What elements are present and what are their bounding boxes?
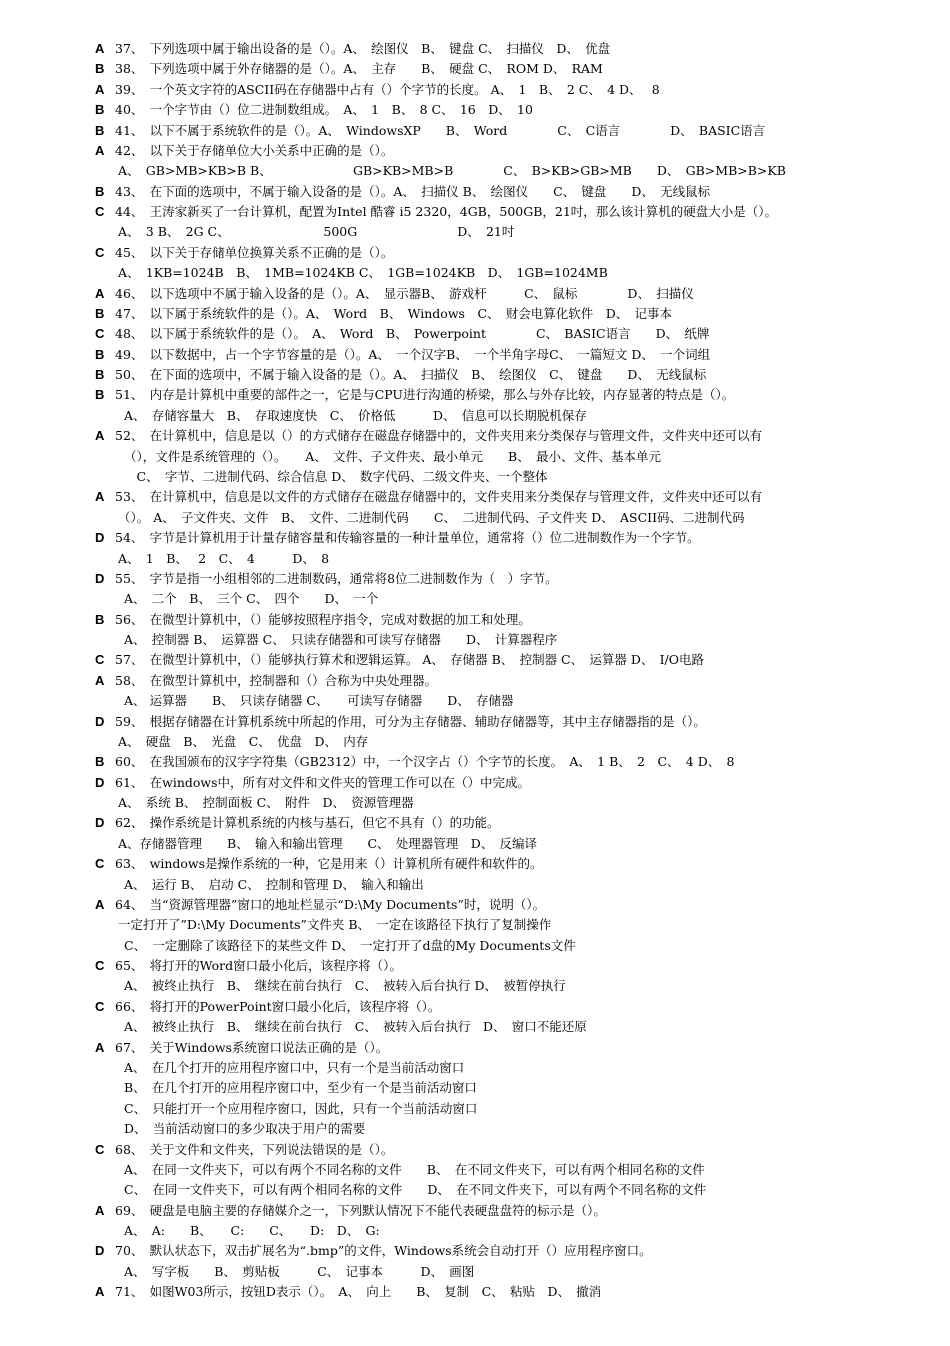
question-text: A、 系统 B、 控制面板 C、 附件 D、 资源管理器 — [118, 795, 414, 811]
question-text: A、 被终止执行 B、 继续在前台执行 C、 被转入后台执行 D、 被暂停执行 — [124, 978, 566, 994]
question-text: A、 运行 B、 启动 C、 控制和管理 D、 输入和输出 — [124, 876, 424, 892]
question-text: A、 1KB=1024B B、 1MB=1024KB C、 1GB=1024KB D、 1GB=1024MB — [118, 265, 608, 281]
question-continuation-line — [118, 794, 940, 812]
question-text: 38、 下列选项中属于外存储器的是（）。A、 主存 B、 硬盘 C、 ROM D、 RAM — [115, 61, 603, 77]
answer-letter: C — [95, 204, 105, 220]
question-text: 43、 在下面的选项中，不属于输入设备的是（）。A、 扫描仪 B、 绘图仪 C、 键盘 D、 无线鼠标 — [115, 183, 711, 199]
answer-letter: A — [95, 285, 105, 301]
question-text: A、 写字板 B、 剪贴板 C、 记事本 D、 画图 — [124, 1263, 475, 1279]
answer-letter: C — [95, 998, 105, 1014]
answer-letter: A — [95, 142, 105, 158]
question-text: 42、 以下关于存储单位大小关系中正确的是（）。 — [115, 142, 394, 158]
question-line — [95, 203, 940, 221]
answer-letter: B — [95, 305, 105, 321]
question-text: A、 硬盘 B、 光盘 C、 优盘 D、 内存 — [118, 733, 369, 749]
question-text: 53、 在计算机中，信息是以文件的方式储存在磁盘存储器中的，文件夹用来分类保存与管理文件，文件夹中还可以有 — [115, 489, 763, 505]
answer-letter: D — [95, 530, 105, 546]
question-line — [95, 651, 940, 669]
question-continuation-line — [124, 1161, 940, 1179]
question-line — [95, 101, 940, 119]
answer-letter: A — [95, 81, 105, 97]
question-text: 50、 在下面的选项中，不属于输入设备的是（）。A、 扫描仪 B、 绘图仪 C、 键盘 D、 无线鼠标 — [115, 367, 707, 383]
question-text: D、 当前活动窗口的多少取决于用户的需要 — [124, 1121, 366, 1137]
answer-letter: C — [95, 1141, 105, 1157]
question-text: 70、 默认状态下，双击扩展名为“.bmp”的文件，Windows系统会自动打开（）应用程序窗口。 — [115, 1243, 652, 1259]
question-line — [95, 713, 940, 731]
question-line — [95, 1039, 940, 1057]
question-text: 69、 硬盘是电脑主要的存储媒介之一，下列默认情况下不能代表硬盘盘符的标示是（）。 — [115, 1202, 606, 1218]
question-text: 44、 王涛家新买了一台计算机，配置为Intel 酷睿 i5 2320，4GB，500GB，21吋，那么该计算机的硬盘大小是（）。 — [115, 204, 778, 220]
answer-letter: D — [95, 1243, 105, 1259]
answer-letter: A — [95, 672, 105, 688]
question-text: 57、 在微型计算机中，（）能够执行算术和逻辑运算。 A、 存储器 B、 控制器 C、 运算器 D、 I/O电路 — [115, 652, 704, 668]
question-text: A、 运算器 B、 只读存储器 C、 可读写存储器 D、 存储器 — [124, 693, 514, 709]
question-text: 65、 将打开的Word窗口最小化后，该程序将（）。 — [115, 958, 402, 974]
answer-letter: A — [95, 896, 105, 912]
question-continuation-line — [118, 733, 940, 751]
question-continuation-line — [124, 692, 940, 710]
question-line — [95, 896, 940, 914]
question-text: C、 字节、二进制代码、综合信息 D、 数字代码、二级文件夹、一个整体 — [124, 468, 548, 484]
question-line — [95, 305, 940, 323]
question-text: A、存储器管理 B、 输入和输出管理 C、 处理器管理 D、 反编译 — [118, 835, 538, 851]
question-text: B、 在几个打开的应用程序窗口中，至少有一个是当前活动窗口 — [124, 1080, 477, 1096]
question-text: A、 A: B、 C: C、 D: D、 G: — [124, 1223, 380, 1239]
answer-letter: A — [95, 1039, 105, 1055]
question-text: 63、 windows是操作系统的一种，它是用来（）计算机所有硬件和软件的。 — [115, 856, 543, 872]
question-continuation-line — [124, 407, 940, 425]
answer-letter: D — [95, 815, 105, 831]
question-text: A、 3 B、 2G C、 500G D、 21吋 — [118, 224, 515, 240]
answer-letter: A — [95, 1284, 105, 1300]
question-text: 67、 关于Windows系统窗口说法正确的是（）。 — [115, 1039, 389, 1055]
question-continuation-line — [118, 264, 940, 282]
question-text: 55、 字节是指一小组相邻的二进制数码，通常将8位二进制数作为（ ）字节。 — [115, 570, 558, 586]
question-line — [95, 81, 940, 99]
question-text: 39、 一个英文字符的ASCII码在存储器中占有（）个字节的长度。 A、 1 B、 2 C、 4 D、 8 — [115, 81, 660, 97]
question-line — [95, 1141, 940, 1159]
question-continuation-line — [118, 223, 940, 241]
question-text: 45、 以下关于存储单位换算关系不正确的是（）。 — [115, 244, 394, 260]
question-text: 64、 当“资源管理器”窗口的地址栏显示“D:\My Documents”时，说明（）。 — [115, 896, 546, 912]
question-line — [95, 1242, 940, 1260]
question-line — [95, 529, 940, 547]
answer-letter: A — [95, 1202, 105, 1218]
answer-letter: C — [95, 652, 105, 668]
question-continuation-line — [118, 509, 940, 527]
question-text: C、 一定删除了该路径下的某些文件 D、 一定打开了d盘的My Documents文件 — [124, 937, 576, 953]
question-text: 48、 以下属于系统软件的是（）。 A、 Word B、 Powerpoint C、 BASIC语言 D、 纸牌 — [115, 326, 710, 342]
question-text: 71、 如图W03所示，按钮D表示（）。 A、 向上 B、 复制 C、 粘贴 D、 撤消 — [115, 1284, 602, 1300]
question-text: A、 1 B、 2 C、 4 D、 8 — [118, 550, 330, 566]
question-continuation-line — [124, 468, 940, 486]
question-text: 58、 在微型计算机中，控制器和（）合称为中央处理器。 — [115, 672, 438, 688]
question-line — [95, 488, 940, 506]
question-continuation-line — [124, 1100, 940, 1118]
question-text: 68、 关于文件和文件夹，下列说法错误的是（）。 — [115, 1141, 394, 1157]
answer-letter: B — [95, 346, 105, 362]
question-text: （）。 A、 子文件夹、文件 B、 文件、二进制代码 C、 二进制代码、子文件夹 D、 ASCII码、二进制代码 — [118, 509, 745, 525]
answer-letter: D — [95, 713, 105, 729]
question-text: 一定打开了”D:\My Documents”文件夹 B、 一定在该路径下执行了复制操作 — [118, 917, 552, 933]
answer-letter: C — [95, 958, 105, 974]
question-continuation-line — [118, 162, 940, 180]
question-text: 61、 在windows中，所有对文件和文件夹的管理工作可以在（）中完成。 — [115, 774, 531, 790]
question-continuation-line — [118, 835, 940, 853]
question-line — [95, 753, 940, 771]
answer-letter: B — [95, 122, 105, 138]
answer-letter: B — [95, 611, 105, 627]
question-line — [95, 142, 940, 160]
question-line — [95, 60, 940, 78]
question-text: 46、 以下选项中不属于输入设备的是（）。A、 显示器B、 游戏杆 C、 鼠标 D、 扫描仪 — [115, 285, 694, 301]
question-continuation-line — [118, 916, 940, 934]
answer-letter: B — [95, 61, 105, 77]
question-line — [95, 122, 940, 140]
question-text: 47、 以下属于系统软件的是（）。A、 Word B、 Windows C、 财会电算化软件 D、 记事本 — [115, 305, 673, 321]
question-text: A、 控制器 B、 运算器 C、 只读存储器和可读写存储器 D、 计算器程序 — [124, 632, 558, 648]
question-line — [95, 1283, 940, 1301]
question-continuation-line — [124, 590, 940, 608]
question-continuation-line — [124, 1181, 940, 1199]
question-continuation-line — [118, 550, 940, 568]
question-line — [95, 570, 940, 588]
question-text: C、 在同一文件夹下，可以有两个相同名称的文件 D、 在不同文件夹下，可以有两个不同名称的文件 — [124, 1182, 707, 1198]
question-text: A、 存储容量大 B、 存取速度快 C、 价格低 D、 信息可以长期脱机保存 — [124, 407, 587, 423]
question-continuation-line — [124, 448, 940, 466]
question-line — [95, 285, 940, 303]
question-line — [95, 998, 940, 1016]
answer-letter: C — [95, 244, 105, 260]
question-line — [95, 814, 940, 832]
question-line — [95, 325, 940, 343]
question-text: （），文件是系统管理的（）。 A、 文件、子文件夹、最小单元 B、 最小、文件、基本单元 — [124, 448, 661, 464]
answer-letter: D — [95, 774, 105, 790]
question-line — [95, 774, 940, 792]
question-line — [95, 611, 940, 629]
question-text: C、 只能打开一个应用程序窗口，因此，只有一个当前活动窗口 — [124, 1100, 478, 1116]
question-text: A、 被终止执行 B、 继续在前台执行 C、 被转入后台执行 D、 窗口不能还原 — [124, 1019, 587, 1035]
question-continuation-line — [124, 1263, 940, 1281]
question-text: 37、 下列选项中属于输出设备的是（）。A、 绘图仪 B、 键盘 C、 扫描仪 D、 优盘 — [115, 41, 611, 56]
question-line — [95, 366, 940, 384]
question-text: 49、 以下数据中，占一个字节容量的是（）。A、 一个汉字B、 一个半角字母C、 一篇短文 D、 一个词组 — [115, 346, 711, 362]
question-line — [95, 855, 940, 873]
question-text: 60、 在我国颁布的汉字字符集（GB2312）中，一个汉字占（）个字节的长度。 A、 1 B、 2 C、 4 D、 8 — [115, 754, 735, 770]
answer-letter: D — [95, 570, 105, 586]
question-text: 52、 在计算机中，信息是以（）的方式储存在磁盘存储器中的，文件夹用来分类保存与管理文件，文件夹中还可以有 — [115, 428, 763, 444]
question-continuation-line — [124, 631, 940, 649]
question-line — [95, 346, 940, 364]
question-line — [95, 183, 940, 201]
question-continuation-line — [124, 1018, 940, 1036]
question-text: A、 在同一文件夹下，可以有两个不同名称的文件 B、 在不同文件夹下，可以有两个相同名称的文件 — [124, 1161, 705, 1177]
answer-letter: B — [95, 183, 105, 199]
question-line — [95, 427, 940, 445]
question-continuation-line — [124, 1059, 940, 1077]
question-line — [95, 244, 940, 262]
question-continuation-line — [124, 937, 940, 955]
answer-letter: A — [95, 428, 105, 444]
answer-letter: C — [95, 856, 105, 872]
question-text: 51、 内存是计算机中重要的部件之一，它是与CPU进行沟通的桥梁，那么与外存比较，内存显著的特点是（）。 — [115, 387, 735, 403]
answer-letter: B — [95, 754, 105, 770]
question-text: A、 二个 B、 三个 C、 四个 D、 一个 — [124, 591, 379, 607]
question-text: 66、 将打开的PowerPoint窗口最小化后，该程序将（）。 — [115, 998, 441, 1014]
question-text: A、 在几个打开的应用程序窗口中，只有一个是当前活动窗口 — [124, 1060, 465, 1075]
question-text: 62、 操作系统是计算机系统的内核与基石，但它不具有（）的功能。 — [115, 815, 500, 831]
question-text: 41、 以下不属于系统软件的是（）。A、 WindowsXP B、 Word C、 C语言 D、 BASIC语言 — [115, 122, 766, 138]
question-line — [95, 40, 940, 58]
answer-letter: A — [95, 489, 105, 505]
question-line — [95, 386, 940, 404]
question-line — [95, 1202, 940, 1220]
answer-letter: A — [95, 41, 105, 56]
question-continuation-line — [124, 977, 940, 995]
question-line — [95, 672, 940, 690]
question-continuation-line — [124, 1222, 940, 1240]
question-text: A、 GB>MB>KB>B B、 GB>KB>MB>B C、 B>KB>GB>MB D、 GB>MB>B>KB — [118, 163, 786, 179]
question-continuation-line — [124, 876, 940, 894]
answer-letter: B — [95, 367, 105, 383]
question-text: 54、 字节是计算机用于计量存储容量和传输容量的一种计量单位，通常将（）位二进制数作为一个字节。 — [115, 530, 700, 546]
question-line — [95, 957, 940, 975]
answer-letter: C — [95, 326, 105, 342]
question-text: 56、 在微型计算机中，（）能够按照程序指令，完成对数据的加工和处理。 — [115, 611, 531, 627]
answer-letter: B — [95, 102, 105, 118]
question-text: 40、 一个字节由（）位二进制数组成。 A、 1 B、 8 C、 16 D、 10 — [115, 102, 533, 118]
question-text: 59、 根据存储器在计算机系统中所起的作用，可分为主存储器、辅助存储器等，其中主存储器指的是（）。 — [115, 713, 706, 729]
question-continuation-line — [124, 1079, 940, 1097]
answer-letter: B — [95, 387, 105, 403]
question-continuation-line — [124, 1120, 940, 1138]
